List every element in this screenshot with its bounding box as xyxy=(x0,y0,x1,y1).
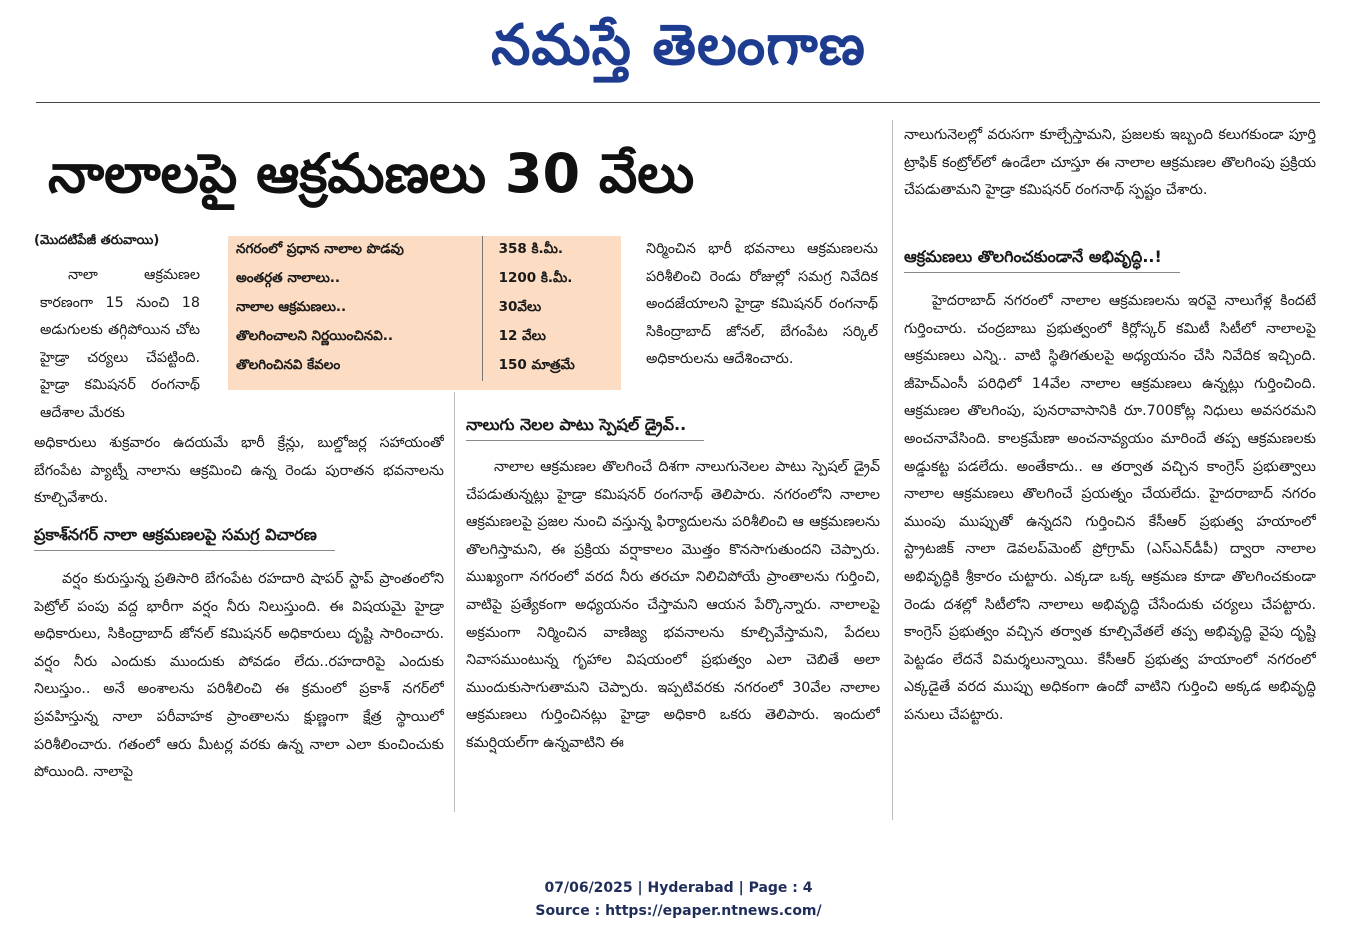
fact-box xyxy=(228,236,621,390)
column-divider xyxy=(892,120,893,820)
article-paragraph: నాలాల ఆక్రమణల తొలగించే దిశగా నాలుగునెలల పాటు స్పెషల్ డ్రైవ్ చేపడుతున్నట్లు హైడ్రా కమిషనర్ రంగనాథ్ తెలిపారు. నగరంలోని నాలాల ఆక్రమణలపై ప్రజల నుంచి వస్తున్న ఫిర్యాదులను పరిశీలించి ఆ ఆక్రమణలను తొలగిస్తామని, ఈ ప్రక్రియ వర్షాకాలం మొత్తం కొనసాగుతుందని చెప్పారు. ముఖ్యంగా నగరంలో వరద నీరు తరచూ నిలిచిపోయే ప్రాంతాలను గుర్తించి, వాటిపై ప్రత్యేకంగా అధ్యయనం చేస్తామని ఆయన పేర్కొన్నారు. నాలాలపై అక్రమంగా నిర్మించిన వాణిజ్య భవనాలను కూల్చివేస్తామని, పేదలు నివాసముంటున్న గృహాల విషయంలో ప్రభుత్వం ఎలా చెబితే అలా ముందుకుసాగుతామని చెప్పారు. ఇప్పటివరకు నగరంలో 30వేల నాలాల ఆక్రమణలు గుర్తించినట్లు హైడ్రా అధికారి ఒకరు తెలిపారు. ఇందులో కమర్షియల్‌గా ఉన్నవాటిని ఈ xyxy=(466,459,880,751)
headline: నాలాలపై ఆక్రమణలు 30 వేలు xyxy=(48,142,695,205)
article-paragraph: నాలా ఆక్రమణల కారణంగా 15 నుంచి 18 అడుగులకు తగ్గిపోయిన చోట హైడ్రా చర్యలు చేపట్టింది. హైడ్రా కమిషనర్ రంగనాథ్ ఆదేశాల మేరకు xyxy=(40,267,200,421)
masthead-divider xyxy=(36,102,1320,103)
subheading-special-drive: నాలుగు నెలల పాటు స్పెషల్ డ్రైవ్.. xyxy=(466,410,704,441)
subheading-prakashnagar: ప్రకాశ్‌నగర్ నాలా ఆక్రమణలపై సమగ్ర విచారణ xyxy=(34,520,335,551)
article-paragraph: వర్షం కురుస్తున్న ప్రతిసారి బేగంపేట రహదారి షాపర్ స్టాప్ ప్రాంతంలోని పెట్రోల్ పంపు వద్ద భారీగా వర్షం నీరు నిలుస్తుంది. ఈ విషయమై హైడ్రా అధికారులు, సికింద్రాబాద్ జోనల్ కమిషనర్ అధికారులు దృష్టి సారించారు. వర్షం నీరు ఎందుకు ముందుకు పోవడం లేదు..రహదారిపై ఎందుకు నిలుస్తుం.. అనే అంశాలను పరిశీలించి ఈ క్రమంలో ప్రకాశ్ నగర్‌లో ప్రవహిస్తున్న నాలా పరీవాహక ప్రాంతాలను క్షుణ్ణంగా క్షేత్ర స్థాయిలో పరిశీలించారు. గతంలో ఆరు మీటర్ల వరకు ఉన్న నాలా ఎలా కుంచించుకు పోయింది. నాలాపై xyxy=(34,571,444,781)
fact-label: అంతర్గత నాలాలు.. xyxy=(236,270,341,286)
fact-label: నాలాల ఆక్రమణలు.. xyxy=(236,299,347,315)
article-paragraph: నిర్మించిన భారీ భవనాలు ఆక్రమణలను పరిశీలించి రెండు రోజుల్లో సమగ్ర నివేదిక అందజేయాలని హైడ్రా కమిషనర్ రంగనాథ్ సికింద్రాబాద్ జోనల్, బేగంపేట సర్కిల్ అధికారులను ఆదేశించారు. xyxy=(646,241,878,368)
article-col1-body xyxy=(34,566,444,816)
column-divider xyxy=(454,392,455,812)
continuation-kicker: (మొదటిపేజీ తరువాయి) xyxy=(34,233,160,248)
fact-table xyxy=(228,236,621,381)
footer-dateline: 07/06/2025 | Hyderabad | Page : 4 xyxy=(544,880,813,896)
fact-row xyxy=(228,236,621,265)
masthead-logo: నమస్తే తెలంగాణ xyxy=(491,12,866,78)
fact-value: 1200 కి.మీ. xyxy=(482,265,621,294)
fact-row xyxy=(228,294,621,323)
article-col3-body xyxy=(904,288,1316,816)
article-paragraph: అధికారులు శుక్రవారం ఉదయమే భారీ క్రేన్లు, బుల్డోజర్ల సహాయంతో బేగంపేట ప్యాట్నీ నాలాను ఆక్రమించి ఉన్న రెండు పురాతన భవనాలను కూల్చివేశారు. xyxy=(34,435,444,507)
fact-label: నగరంలో ప్రధాన నాలాల పొడవు xyxy=(236,241,404,257)
fact-label: తొలగించినవి కేవలం xyxy=(236,357,341,373)
article-col3-intro xyxy=(904,122,1316,234)
fact-row xyxy=(228,352,621,381)
article-col1-continued xyxy=(34,430,444,514)
fact-value: 358 కి.మీ. xyxy=(482,236,621,265)
article-col2-intro xyxy=(646,236,878,402)
footer-source: Source : https://epaper.ntnews.com/ xyxy=(535,903,822,919)
fact-value: 150 మాత్రమే xyxy=(482,352,621,381)
article-paragraph: నాలుగునెలల్లో వరుసగా కూల్చేస్తామని, ప్రజలకు ఇబ్బంది కలుగకుండా పూర్తి ట్రాఫిక్ కంట్రోల్‌లో ఉండేలా చూస్తూ ఈ నాలాల ఆక్రమణల తొలగింపు ప్రక్రియ చేపడుతామని హైడ్రా కమిషనర్ రంగనాథ్ స్పష్టం చేశారు. xyxy=(904,127,1316,199)
article-paragraph: హైదరాబాద్ నగరంలో నాలాల ఆక్రమణలను ఇరవై నాలుగేళ్ల కిందటే గుర్తించారు. చంద్రబాబు ప్రభుత్వంలో కిర్లోస్కర్ కమిటీ సిటీలో నాలాలపై ఆక్రమణలు ఎన్ని.. వాటి స్థితిగతులపై అధ్యయనం చేసి నివేదిక ఇచ్చింది. జీహెచ్‌ఎంసీ పరిధిలో 14వేల నాలాల ఆక్రమణలు ఉన్నట్లు గుర్తించింది. ఆక్రమణల తొలగింపు, పునరావాసానికి రూ.700కోట్ల నిధులు అవసరమని అంచనావేసింది. కాలక్రమేణా అంచనావ్యయం మారిందే తప్ప ఆక్రమణలకు అడ్డుకట్ట పడలేదు. అంతేకాదు.. ఆ తర్వాత వచ్చిన కాంగ్రెస్ ప్రభుత్వాలు నాలాల ఆక్రమణలు తొలగించే ప్రయత్నం చేయలేదు. హైదరాబాద్ నగరం ముంపు ముప్పుతో ఉన్నదని గుర్తించిన కేసీఆర్ ప్రభుత్వ హయాంలో స్ట్రాటజిక్ నాలా డెవలప్‌మెంట్ ప్రోగ్రామ్ (ఎస్‌ఎన్‌డీపీ) ద్వారా నాలాల అభివృద్ధికి శ్రీకారం చుట్టారు. ఎక్కడా ఒక్క ఆక్రమణ కూడా తొలగించకుండా రెండు దశల్లో సిటీలోని నాలాలు అభివృద్ధి చేసేందుకు చర్యలు చేపట్టారు. కాంగ్రెస్ ప్రభుత్వం వచ్చిన తర్వాత కూల్చివేతలే తప్ప అభివృద్ధి వైపు దృష్టి పెట్టడం లేదనే విమర్శలున్నాయి. కేసీఆర్ ప్రభుత్వ హయాంలో నగరంలో ఎక్కడైతే వరద ముప్పు అధికంగా ఉందో వాటిని గుర్తించి అక్కడ అభివృద్ధి పనులు చేపట్టారు. xyxy=(904,293,1316,723)
fact-value: 30వేలు xyxy=(482,294,621,323)
fact-row xyxy=(228,265,621,294)
article-col2-body xyxy=(466,454,880,816)
fact-row xyxy=(228,323,621,352)
fact-value: 12 వేలు xyxy=(482,323,621,352)
fact-label: తొలగించాలని నిర్ణయించినవి.. xyxy=(236,328,393,344)
subheading-development: ఆక్రమణలు తొలగించకుండానే అభివృద్ధి..! xyxy=(904,242,1180,273)
article-col1-intro xyxy=(40,262,200,428)
